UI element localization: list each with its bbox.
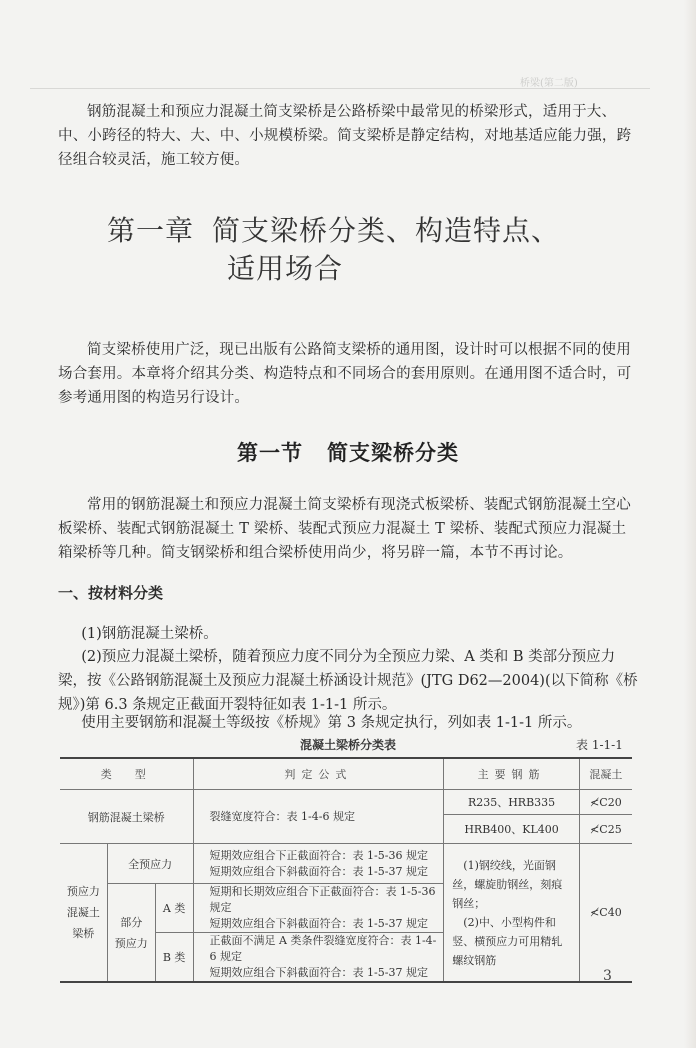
chapter-title-line1: 简支梁桥分类、构造特点、 xyxy=(212,214,561,247)
list-item: (2)预应力混凝土梁桥，随着预应力度不同分为全预应力梁、A 类和 B 类部分预应力梁，按《公路钢筋混凝土及预应力混凝土桥涵设计规范》(JTG D62—2004)(以下简称《桥规》)第 6.3 条规定正截面开裂特征如表 1-1-1 所示。 xyxy=(58,649,638,713)
page-number: 3 xyxy=(603,968,612,984)
rc-steel-1: R235、HRB335 xyxy=(444,790,580,815)
steel-line: (2)中、小型构件和竖、横预应力可用精轧螺纹钢筋 xyxy=(452,915,563,967)
rc-steel-2: HRB400、KL400 xyxy=(444,815,580,844)
header-concrete: 混凝土 xyxy=(579,758,632,790)
pc-type xyxy=(60,844,107,983)
sub-heading: 一、按材料分类 xyxy=(58,584,164,602)
chapter-intro-paragraph: 简支梁桥使用广泛，现已出版有公路简支梁桥的通用图，设计时可以根据不同的使用场合套用。本章将介绍其分类、构造特点和不同场合的套用原则。在通用图不适合时，可参考通用图的构造另行设计。 xyxy=(58,342,632,406)
chapter-title xyxy=(107,212,560,288)
classification-table xyxy=(60,757,632,983)
pc-class-b-formula xyxy=(193,933,444,983)
section-title-text: 简支梁桥分类 xyxy=(327,440,459,465)
pc-type-line: 预应力 xyxy=(66,885,100,898)
table-row xyxy=(60,790,632,815)
pc-type-line: 梁桥 xyxy=(72,927,95,940)
table-header-row xyxy=(60,758,632,790)
running-header: 桥梁(第二版) xyxy=(520,78,578,89)
partial-label-line: 预应力 xyxy=(114,936,148,950)
table-row xyxy=(60,844,632,884)
formula-line: 短期和长期效应组合下正截面符合：表 1-5-36 规定 xyxy=(209,885,436,914)
pc-class-b-label: B 类 xyxy=(155,933,193,983)
partial-label-line: 部分 xyxy=(120,915,143,929)
section-intro-paragraph: 常用的钢筋混凝土和预应力混凝土简支梁桥有现浇式板梁桥、装配式钢筋混凝土空心板梁桥、装配式钢筋混凝土 T 梁桥、装配式预应力混凝土 T 梁桥、装配式预应力混凝土箱梁桥等几种。简支钢梁桥和组合梁桥使用尚少，将另辟一篇，本节不再讨论。 xyxy=(58,497,631,561)
pc-full-formula xyxy=(193,844,444,884)
usage-paragraph: 使用主要钢筋和混凝土等级按《桥规》第 3 条规定执行，列如表 1-1-1 所示。 xyxy=(81,715,582,731)
header-steel: 主要钢筋 xyxy=(444,758,580,790)
list-item: (1)钢筋混凝土梁桥。 xyxy=(81,626,218,642)
header-formula: 判定公式 xyxy=(193,758,444,790)
formula-line: 短期效应组合下斜截面符合：表 1-5-37 规定 xyxy=(209,966,428,979)
chapter-number: 第一章 xyxy=(107,214,195,247)
table-number: 表 1-1-1 xyxy=(576,738,623,752)
part-intro-paragraph: 钢筋混凝土和预应力混凝土简支梁桥是公路桥梁中最常见的桥梁形式，适用于大、中、小跨径的特大、大、中、小规模桥梁。简支梁桥是静定结构，对地基适应能力强，跨径组合较灵活，施工较方便。 xyxy=(58,104,632,168)
section-title xyxy=(0,437,696,467)
pc-steel xyxy=(444,844,580,983)
rc-type: 钢筋混凝土梁桥 xyxy=(60,790,193,844)
section-number: 第一节 xyxy=(237,440,303,465)
steel-line: (1)钢绞线，光面钢丝，螺旋肋钢丝，刻痕钢丝； xyxy=(452,858,563,910)
pc-concrete: ≮C40 xyxy=(579,844,632,983)
formula-line: 短期效应组合下斜截面符合：表 1-5-37 规定 xyxy=(209,917,428,930)
rc-concrete-2: ≮C25 xyxy=(579,815,632,844)
rc-concrete-1: ≮C20 xyxy=(579,790,632,815)
page-edge-shadow xyxy=(684,0,696,1048)
pc-full-label: 全预应力 xyxy=(107,844,193,884)
rc-formula: 裂缝宽度符合：表 1-4-6 规定 xyxy=(193,790,444,844)
pc-class-a-label: A 类 xyxy=(155,884,193,933)
pc-class-a-formula xyxy=(193,884,444,933)
formula-line: 短期效应组合下斜截面符合：表 1-5-37 规定 xyxy=(209,864,428,878)
pc-type-line: 混凝土 xyxy=(66,906,100,919)
pc-partial-label xyxy=(107,884,155,983)
chapter-title-line2: 适用场合 xyxy=(227,252,344,285)
table-caption: 混凝土梁桥分类表 xyxy=(299,738,396,752)
formula-line: 正截面不满足 A 类条件裂缝宽度符合：表 1-4-6 规定 xyxy=(209,934,437,963)
formula-line: 短期效应组合下正截面符合：表 1-5-36 规定 xyxy=(209,848,428,862)
header-type: 类 型 xyxy=(60,758,193,790)
